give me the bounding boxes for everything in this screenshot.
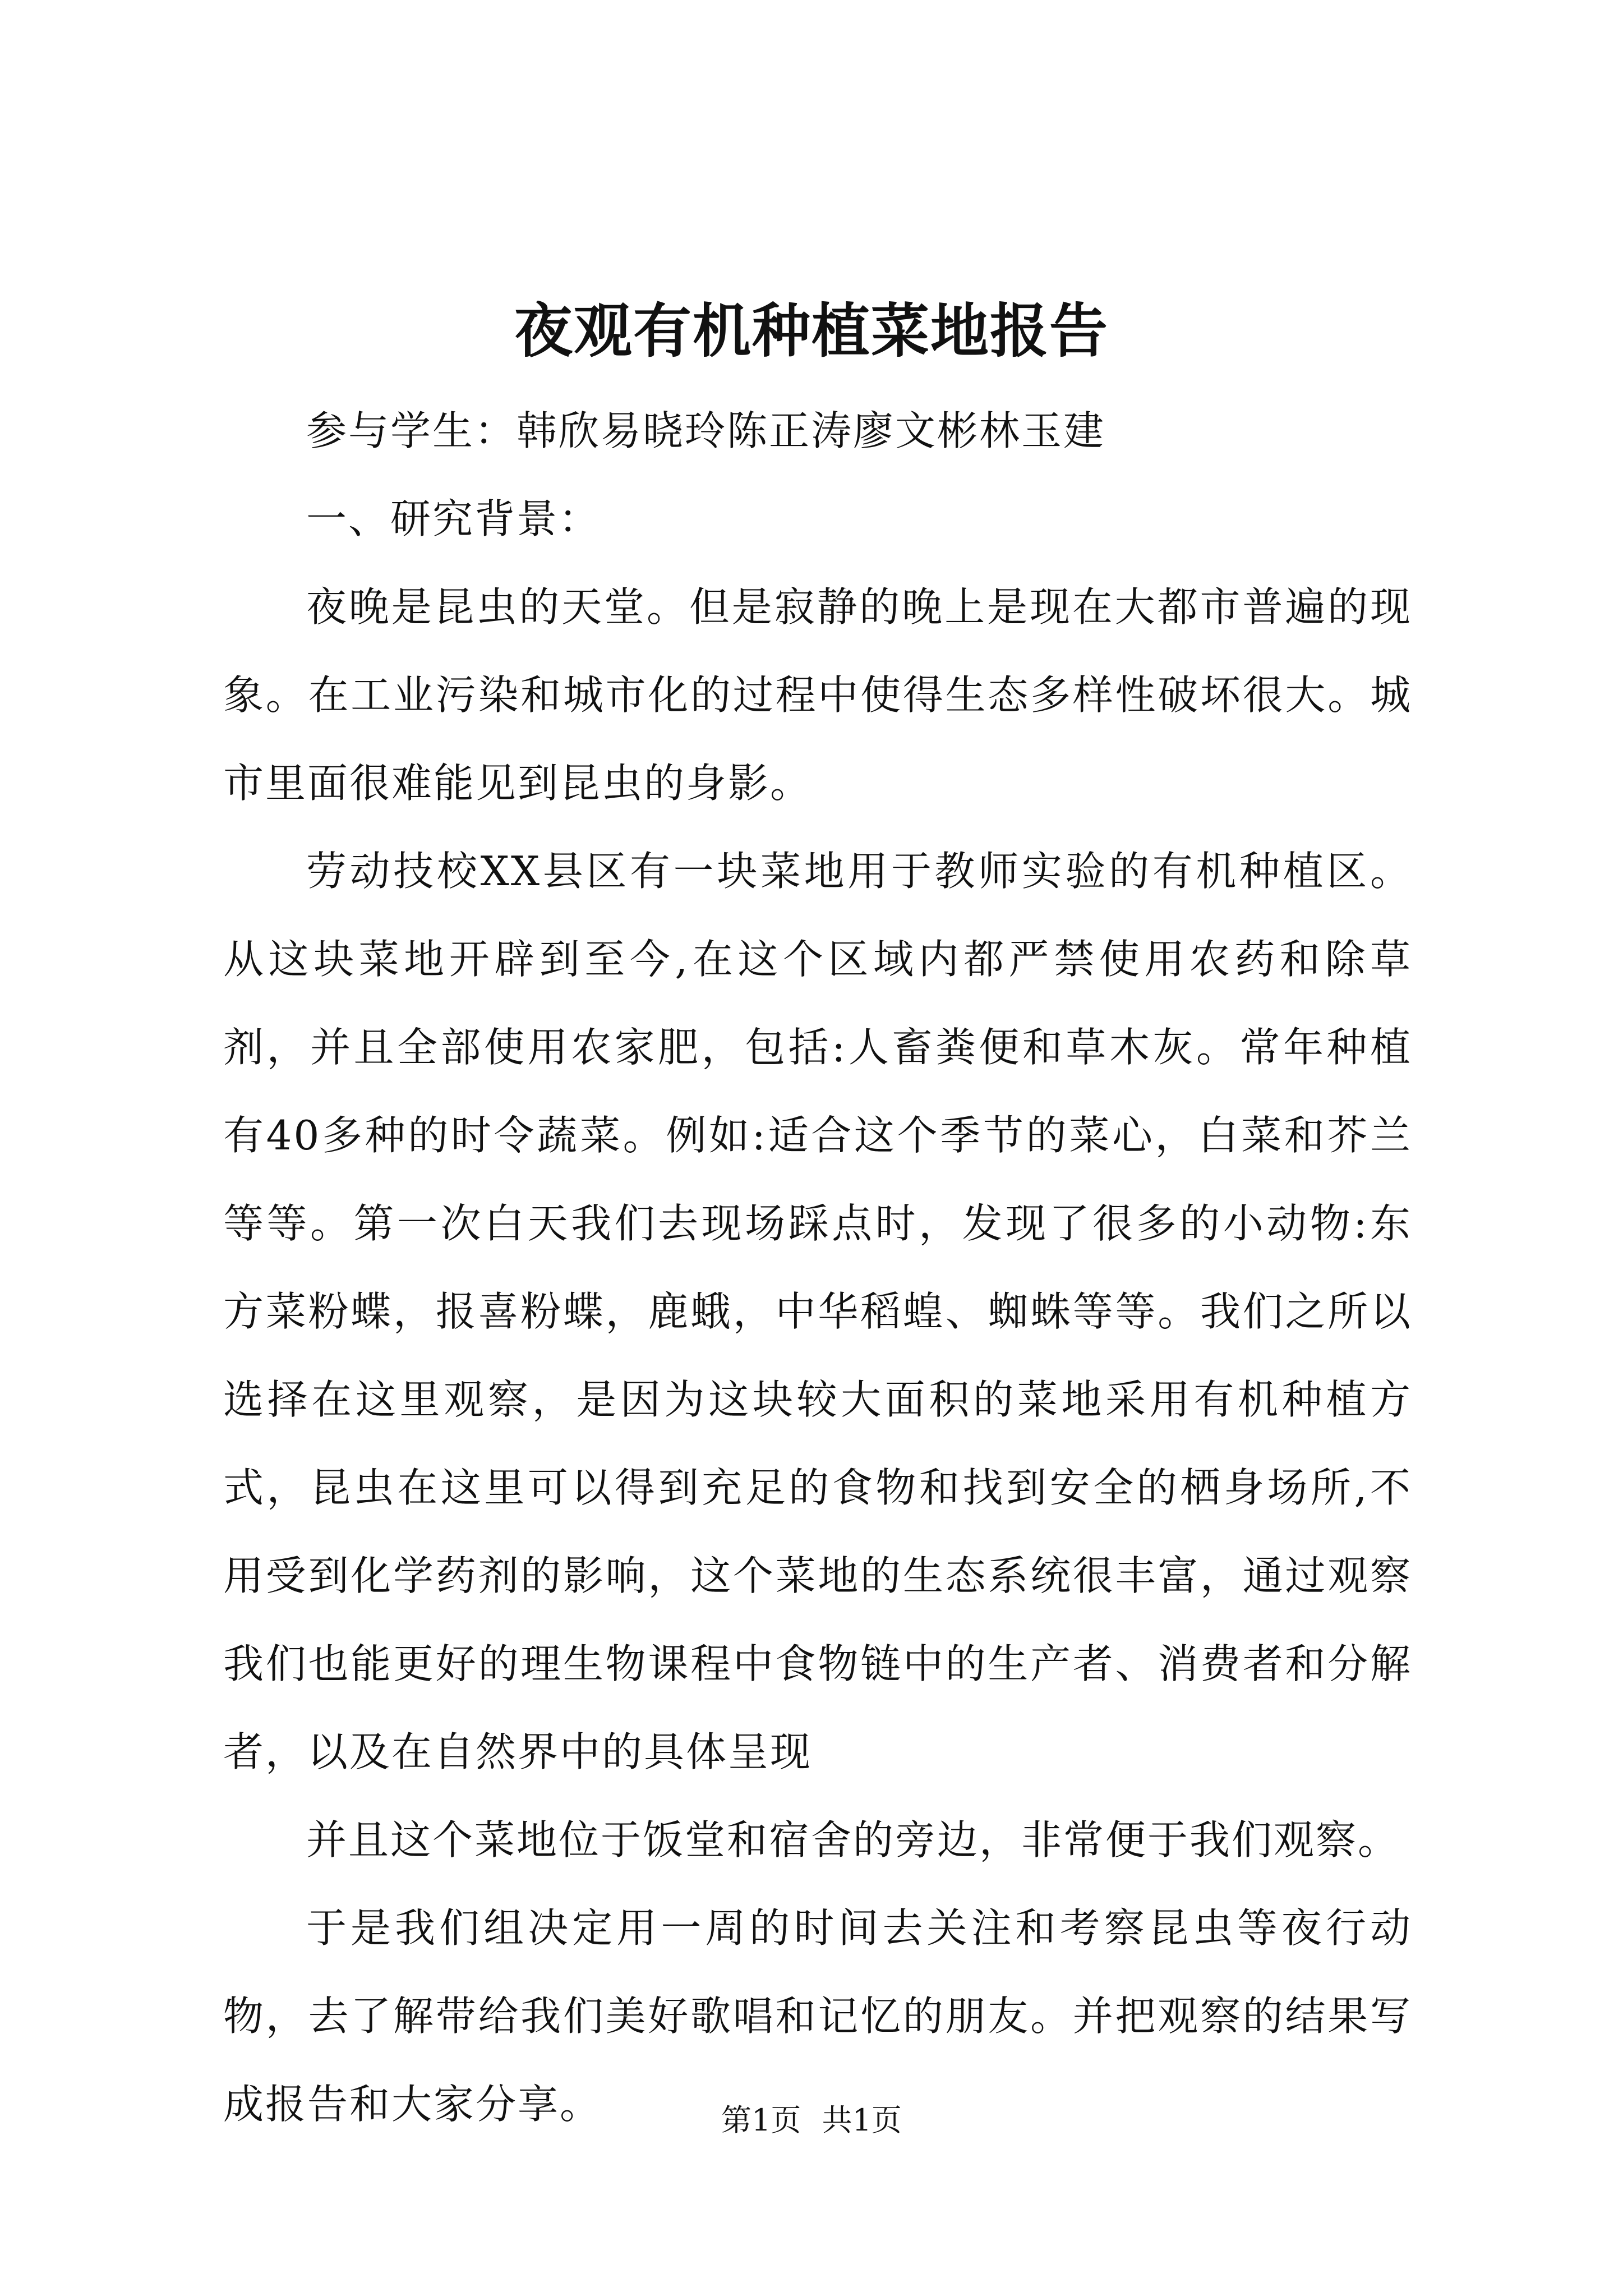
document-title: 夜观有机种植菜地报告 <box>514 296 1109 365</box>
participants-line: 参与学生：韩欣易晓玲陈正涛廖文彬林玉建 <box>306 407 1106 454</box>
page-number: 第1页 <box>721 2102 801 2138</box>
document-body <box>223 387 1412 2148</box>
paragraph-2: 劳动技校XX县区有一块菜地用于教师实验的有机种植区。从这块菜地开辟到至今,在这个区域内都严禁使用农药和除草剂，并且全部使用农家肥，包括:人畜粪便和草木灰。常年种植有40多种的时令蔬菜。例如:适合这个季节的菜心，白菜和芥兰等等。第一次白天我们去现场踩点时，发现了很多的小动物:东方菜粉蝶，报喜粉蝶，鹿蛾，中华稻蝗、蜘蛛等等。我们之所以选择在这里观察，是因为这块较大面积的菜地采用有机种植方式，昆虫在这里可以得到充足的食物和找到安全的栖身场所,不用受到化学药剂的影响，这个菜地的生态系统很丰富，通过观察我们也能更好的理生物课程中食物链中的生产者、消费者和分解者，以及在自然界中的具体呈现 <box>223 848 1412 1775</box>
paragraph-1: 夜晚是昆虫的天堂。但是寂静的晚上是现在大都市普遍的现象。在工业污染和城市化的过程中使得生态多样性破坏很大。城市里面很难能见到昆虫的身影。 <box>223 583 1412 807</box>
paragraph-3: 并且这个菜地位于饭堂和宿舍的旁边，非常便于我们观察。 <box>306 1816 1400 1864</box>
paragraph-4: 于是我们组决定用一周的时间去关注和考察昆虫等夜行动物，去了解带给我们美好歌唱和记忆的朋友。并把观察的结果写成报告和大家分享。 <box>223 1904 1412 2128</box>
page-footer <box>0 2098 1623 2143</box>
section-heading: 一、研究背景： <box>306 495 601 542</box>
page-total: 共1页 <box>822 2102 902 2138</box>
